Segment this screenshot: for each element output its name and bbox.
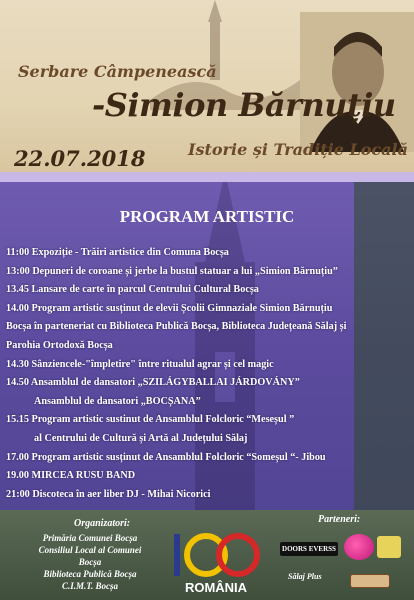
program-item: 17.00 Program artistic susținut de Ansamblul Folcloric “Someșul “- Jibou	[6, 451, 326, 463]
portrait-image	[300, 12, 414, 152]
organizer-line: Biblioteca Publică Bocșa	[43, 569, 137, 579]
event-date: 22.07.2018	[14, 146, 146, 171]
program-item: 14.30 Sânziencele-"împletire" între ritualul agrar și cel magic	[6, 358, 274, 370]
header-banner	[0, 0, 414, 172]
logo-country: ROMÂNIA	[184, 580, 248, 595]
program-title: PROGRAM ARTISTIC	[119, 207, 295, 226]
event-tagline: Istorie și Tradiție Locală	[188, 140, 408, 159]
program-item: 14.00 Program artistic susținut de elevii Școlii Gimnaziale Simion Bărnuțiu	[6, 302, 333, 314]
partners-heading: Parteneri:	[318, 514, 361, 525]
program-item: 13:00 Depuneri de coroane și jerbe la bustul statuar a lui „Simion Bărnuțiu”	[6, 265, 338, 277]
footer-section	[0, 510, 414, 600]
event-subtitle: Serbare Câmpenească	[18, 62, 217, 81]
program-item: al Centrului de Cultură și Artă al Județului Sălaj	[34, 432, 248, 444]
partner-logo-badge	[350, 574, 390, 588]
event-title: -Simion Bărnuțiu	[92, 86, 396, 124]
organizers-heading: Organizatori:	[74, 518, 131, 529]
program-item: 14.50 Ansamblul de dansatori „SZILÁGYBALLAI JÁRDOVÁNY”	[6, 377, 300, 389]
partner-logo-pink	[344, 534, 374, 560]
program-item: 15.15 Program artistic sustinut de Ansamblul Folcloric “Meseșul ”	[6, 414, 295, 426]
program-item: 19.00 MIRCEA RUSU BAND	[6, 470, 136, 482]
partner-logo-salaj: Sălaj Plus	[288, 572, 322, 581]
partner-logo-yellow	[377, 536, 401, 558]
partner-logo-doors: DOORS EVERSS	[280, 542, 338, 556]
organizers-list	[30, 532, 150, 592]
program-item: Parohia Ortodoxă Bocșa	[6, 339, 113, 351]
program-item: 11:00 Expoziție - Trăiri artistice din Comuna Bocșa	[6, 247, 229, 258]
organizer-line: Consiliul Local al Comunei Bocșa	[38, 545, 142, 567]
organizer-line: Primăria Comunei Bocșa	[42, 533, 138, 543]
program-item: Bocșa în parteneriat cu Biblioteca Publică Bocșa, Biblioteca Județeană Sălaj și	[6, 321, 347, 333]
program-item: 21:00 Discoteca în aer liber DJ - Mihai Nicorici	[6, 488, 211, 500]
program-item: Ansamblul de dansatori „BOCȘANA”	[34, 395, 201, 407]
romania-100-logo	[170, 528, 262, 600]
organizer-line: C.I.M.T. Bocșa	[62, 581, 118, 591]
program-list	[6, 244, 410, 504]
divider-band	[0, 172, 414, 182]
program-item: 13.45 Lansare de carte în parcul Centrului Cultural Bocșa	[6, 284, 259, 296]
